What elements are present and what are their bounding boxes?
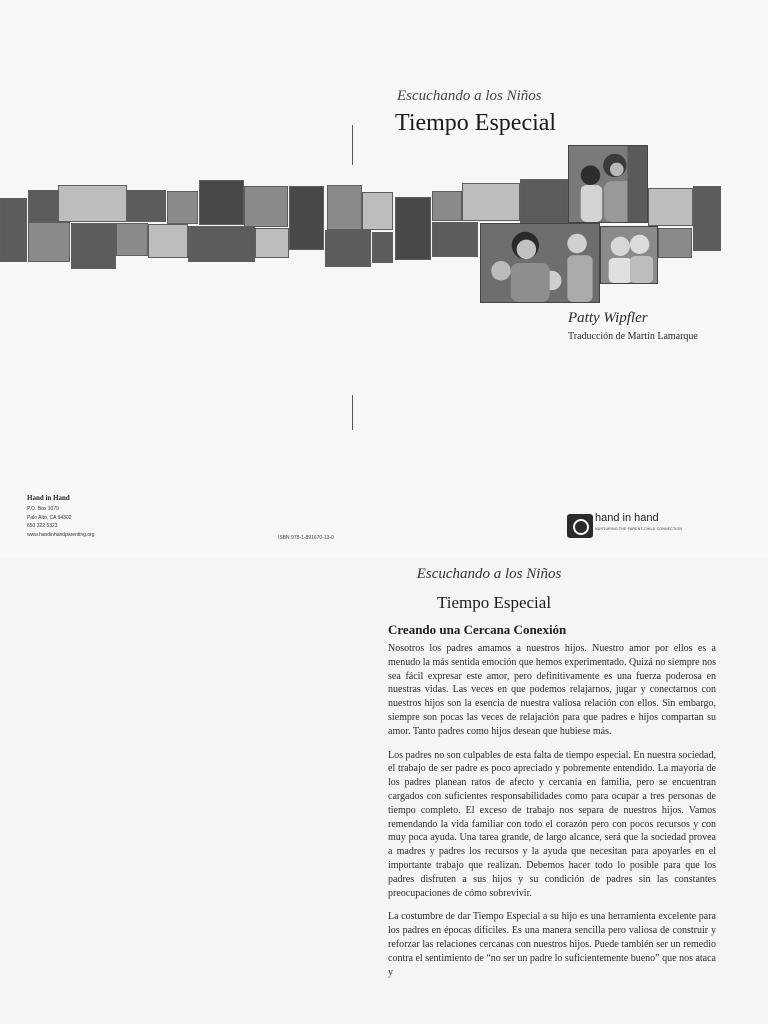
tile xyxy=(327,185,362,230)
publisher-block xyxy=(27,494,95,539)
tile xyxy=(71,223,116,269)
tile xyxy=(28,190,58,222)
tile xyxy=(255,228,289,258)
body-text xyxy=(388,642,716,989)
tile xyxy=(648,188,693,226)
tile xyxy=(693,186,721,251)
children-photo-top xyxy=(568,145,648,223)
tile xyxy=(244,186,288,227)
tile xyxy=(289,186,324,250)
tile xyxy=(58,185,127,222)
hand-in-hand-logo xyxy=(567,512,707,540)
tile xyxy=(28,222,70,262)
author-name: Patty Wipfler xyxy=(568,310,648,326)
tile xyxy=(520,179,568,223)
tile xyxy=(167,191,198,224)
publisher-address-line: Palo Alto, CA 94302 xyxy=(27,514,72,521)
publisher-website: www.handinhandparenting.org xyxy=(27,531,95,538)
girls-photo xyxy=(600,226,658,284)
inner-title: Tiempo Especial xyxy=(436,593,552,612)
tile xyxy=(116,223,148,256)
publisher-phone: 650 322 5323 xyxy=(27,523,58,529)
paragraph: La costumbre de dar Tiempo Especial a su hijo es una herramienta excelente para los padres en épocas difíciles. Es una manera sencilla pero valiosa de construir y reforzar las relaciones cercanas con nuestros hijos. Puede también ser un remedio contra el sentimiento de “no ser un padre lo suficientemente bueno” que nos ataca y xyxy=(388,911,716,978)
logo-tagline: NURTURING THE PARENT-CHILD CONNECTION xyxy=(595,527,683,531)
paragraph: Los padres no son culpables de esta falta de tiempo especial. En nuestra sociedad, el trabajo de ser padre es poco apreciado y pobremente entendido. La mayoría de los padres planean ratos de afecto y cercanía en familia, pero se encuentran cargados con suficientes responsabilidades como para ocupar a tres personas de tiempo completo. El exceso de trabajo nos separa de nuestros hijos. Vamos remendando la vida familiar con todo el corazón pero con pocos recursos y con muy poca ayuda. Una tarea grande, de largo alcance, será que la sociedad provea a madres y padres los recursos y la ayuda que necesitan para apoyarles en el importante trabajo que realizan. Debemos hacer todo lo posible para que los padres disfruten a sus hijos y su condición de padres sin las constantes preocupaciones de cómo sobrevivir. xyxy=(388,749,716,899)
translator-credit: Traducción de Martín Lamarque xyxy=(568,331,698,342)
fold-mark-bottom xyxy=(352,395,353,430)
tile xyxy=(362,192,393,230)
tile xyxy=(127,190,166,222)
publisher-name: Hand in Hand xyxy=(27,494,70,502)
tile xyxy=(199,180,244,225)
isbn: ISBN 978-1-891670-13-0 xyxy=(278,535,334,541)
paragraph: Nosotros los padres amamos a nuestros hijos. Nuestro amor por ellos es a menudo la más sentida emoción que hemos experimentado. Quizá no siempre nos sea fácil expresar este amor, pero definitivamente es una fuerza poderosa en nuestras vidas. Las veces en que podemos relajarnos, jugar y conectarnos con nuestros hijos son la esencia de nuestra valiosa relación con ellos. Sin embargo, siempre son pocas las veces de relajación para que padres e hijos compartan su amor. Tanto padres como hijos desean que hubiese más. xyxy=(388,643,716,737)
tile xyxy=(432,191,462,221)
cover-subtitle: Escuchando a los Niños xyxy=(397,88,542,104)
tile xyxy=(395,197,431,260)
logo-text: hand in hand xyxy=(595,512,659,524)
tile xyxy=(325,230,371,267)
cover-title: Tiempo Especial xyxy=(395,110,557,136)
inner-page xyxy=(0,558,768,1024)
tile xyxy=(372,232,393,263)
tile xyxy=(658,228,692,258)
publisher-address-line: P.O. Box 1079 xyxy=(27,506,59,512)
family-photo xyxy=(480,223,600,303)
section-heading: Creando una Cercana Conexión xyxy=(388,622,567,637)
tile xyxy=(0,198,27,262)
tile xyxy=(188,226,255,262)
inner-subtitle: Escuchando a los Niños xyxy=(416,566,562,582)
tile xyxy=(432,222,478,257)
hands-icon xyxy=(567,514,593,538)
tile xyxy=(148,224,188,258)
tile xyxy=(462,183,520,221)
